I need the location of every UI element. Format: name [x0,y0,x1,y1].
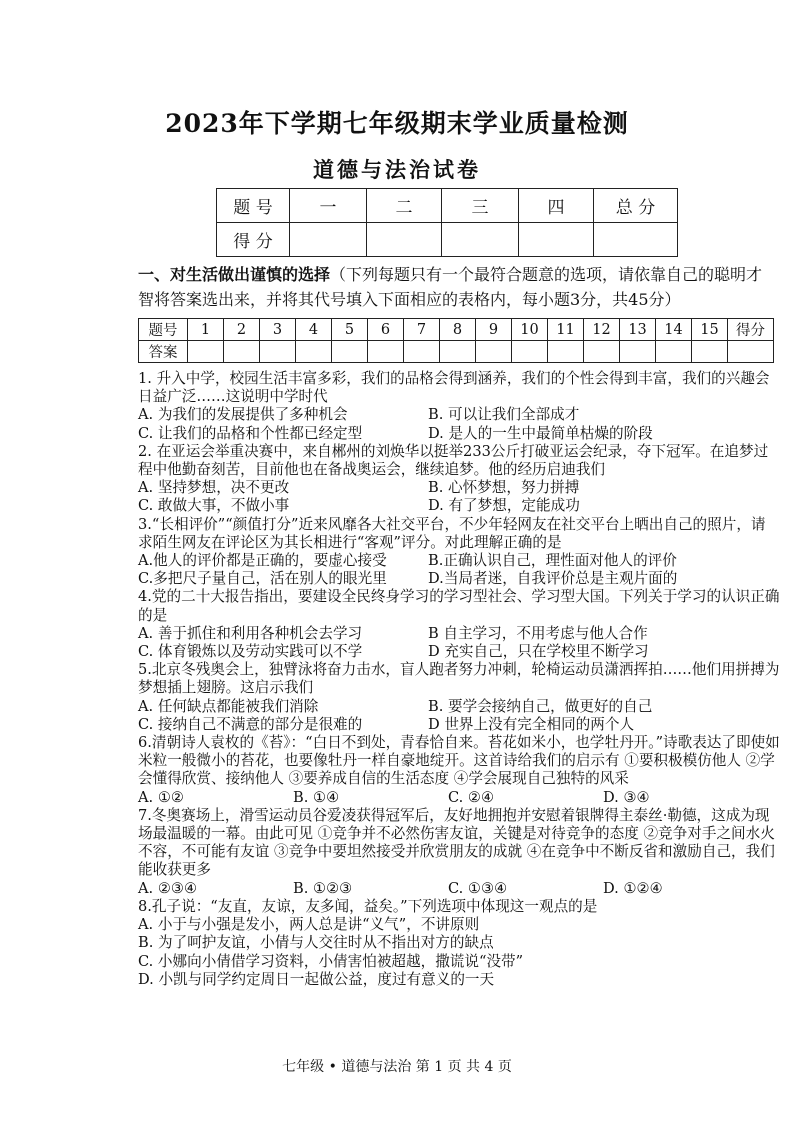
option-d: D. 是人的一生中最简单枯燥的阶段 [428,424,653,442]
option-d: D 充实自己，只在学校里不断学习 [428,643,649,661]
score-table-header-row [217,189,678,223]
answer-cell[interactable] [584,341,620,363]
option-a: A. 坚持梦想，决不更改 [138,479,290,497]
score-cell[interactable] [519,223,594,257]
question-stem: 1. 升入中学，校园生活丰富多彩，我们的品格会得到涵养，我们的个性会得到丰富，我们的兴趣会日益广泛……这说明中学时代 [138,370,770,406]
answer-header-cell: 13 [620,319,656,341]
option-d: D. 小凯与同学约定周日一起做公益，度过有意义的一天 [138,970,495,988]
question-stem: 7.冬奥赛场上，滑雪运动员谷爱凌获得冠军后，友好地拥抱并安慰着银牌得主泰丝·勒德，这成为现场最温暖的一幕。由此可见 ①竞争并不必然伤害友谊，关键是对待竞争的态度 ②竞争对手之间水火不容，不可能有友谊 ③竞争中要坦然接受并欣赏朋友的成就 ④在竞争中不断反省和激励自己，我们能收获更多 [138,806,775,879]
answer-header-cell: 6 [368,319,404,341]
answer-header-cell: 9 [476,319,512,341]
answer-header-cell: 15 [692,319,728,341]
answer-cell[interactable] [188,341,224,363]
option-a: A. ②③④ [138,879,198,897]
question-6 [138,734,780,807]
question-list [138,370,780,989]
answer-cell[interactable] [224,341,260,363]
option-b: B. ①②③ [293,879,353,897]
score-header-cell: 四 [519,189,594,223]
answer-header-cell: 11 [548,319,584,341]
answer-header-cell: 8 [440,319,476,341]
answer-cell[interactable] [728,341,774,363]
question-stem: 5.北京冬残奥会上，独臂泳将奋力击水，盲人跑者努力冲刺，轮椅运动员潇洒挥拍……他们用拼搏为梦想插上翅膀。这启示我们 [138,661,780,697]
option-d: D. ③④ [603,788,650,806]
answer-cell[interactable] [476,341,512,363]
answer-header-cell: 4 [296,319,332,341]
option-c: C. 敢做大事，不做小事 [138,497,290,515]
option-b: B 自主学习，不用考虑与他人合作 [428,624,648,642]
score-table [216,188,678,257]
section-title: 一、对生活做出谨慎的选择 [138,265,331,284]
question-stem: 2. 在亚运会举重决赛中，来自郴州的刘焕华以挺举233公斤打破亚运会纪录，夺下冠军。在追梦过程中他勤奋刻苦，目前他也在备战奥运会，继续追梦。他的经历启迪我们 [138,442,769,479]
answer-header-cell: 题号 [139,319,188,341]
option-b: B. 为了呵护友谊，小倩与人交往时从不指出对方的缺点 [138,934,494,952]
option-d: D. ①②④ [603,879,663,897]
question-5 [138,661,780,734]
score-header-cell: 二 [367,189,442,223]
answer-header-cell: 5 [332,319,368,341]
option-b: B. 要学会接纳自己，做更好的自己 [428,697,653,715]
page-footer: 七年级 • 道德与法治 第 1 页 共 4 页 [282,1059,512,1075]
score-header-cell: 总 分 [594,189,678,223]
question-stem: 4.党的二十大报告指出，要建设全民终身学习的学习型社会、学习型大国。下列关于学习的认识正确的是 [138,588,780,624]
answer-cell[interactable] [332,341,368,363]
score-row-label: 得 分 [217,223,290,257]
option-a: A. 小于与小强是发小，两人总是讲“义气”，不讲原则 [138,916,480,934]
answer-cell[interactable] [548,341,584,363]
option-a: A. 善于抓住和利用各种机会去学习 [138,624,363,642]
score-header-cell: 一 [290,189,367,223]
score-cell[interactable] [367,223,442,257]
option-a: A.他人的评价都是正确的，要虚心接受 [138,552,387,570]
score-table-score-row [217,223,678,257]
answer-cell[interactable] [620,341,656,363]
option-c: C. 小娜向小倩借学习资料，小倩害怕被超越，撒谎说“没带” [138,952,524,970]
answer-cell[interactable] [404,341,440,363]
answer-table-answer-row [139,341,774,363]
exam-title: 2023年下学期七年级期末学业质量检测 [165,109,629,138]
answer-header-cell: 2 [224,319,260,341]
answer-cell[interactable] [692,341,728,363]
option-b: B. 心怀梦想，努力拼搏 [428,479,580,497]
answer-cell[interactable] [260,341,296,363]
score-header-cell: 题 号 [217,189,290,223]
option-b: B. ①④ [293,788,340,806]
question-7 [138,807,780,898]
answer-cell[interactable] [440,341,476,363]
answer-header-cell: 12 [584,319,620,341]
answer-cell[interactable] [656,341,692,363]
question-3 [138,516,780,589]
option-c: C. 让我们的品格和个性都已经定型 [138,424,363,442]
answer-table-number-row [139,319,774,341]
answer-header-cell: 得分 [728,319,774,341]
option-c: C. ①③④ [448,879,508,897]
option-b: B.正确认识自己，理性面对他人的评价 [428,552,677,570]
option-a: A. ①② [138,788,184,806]
option-a: A. 任何缺点都能被我们消除 [138,697,319,715]
score-cell[interactable] [594,223,678,257]
question-4 [138,588,780,661]
answer-table [138,318,774,363]
option-c: C. 体育锻炼以及劳动实践可以不学 [138,643,363,661]
question-stem: 3.“长相评价”“颜值打分”近来风靡各大社交平台，不少年轻网友在社交平台上晒出自己的照片，请求陌生网友在评论区为其长相进行“客观”评分。对此理解正确的是 [138,515,766,551]
answer-cell[interactable] [512,341,548,363]
answer-header-cell: 1 [188,319,224,341]
answer-cell[interactable] [296,341,332,363]
option-a: A. 为我们的发展提供了多种机会 [138,406,348,424]
option-c: C. ②④ [448,788,495,806]
section-instruction: （下列每题只有一个最符合题意的选项，请依靠自己的聪明才智将答案选出来，并将其代号填入下面相应的表格内，每小题3分，共45分） [138,265,763,309]
option-c: C.多把尺子量自己，活在别人的眼光里 [138,570,387,588]
option-b: B. 可以让我们全部成才 [428,406,580,424]
option-d: D 世界上没有完全相同的两个人 [428,715,635,733]
option-d: D. 有了梦想，定能成功 [428,497,580,515]
answer-header-cell: 14 [656,319,692,341]
question-stem: 8.孔子说：“友直，友谅，友多闻，益矣。”下列选项中体现这一观点的是 [138,897,598,915]
score-cell[interactable] [442,223,519,257]
exam-subtitle: 道德与法治试卷 [313,157,481,182]
answer-header-cell: 3 [260,319,296,341]
question-2 [138,443,780,516]
section-one-heading [138,262,778,312]
answer-cell[interactable] [368,341,404,363]
answer-header-cell: 7 [404,319,440,341]
answer-header-cell: 10 [512,319,548,341]
question-1 [138,370,780,443]
option-c: C. 接纳自己不满意的部分是很难的 [138,715,363,733]
question-stem: 6.清朝诗人袁枚的《苔》：“白日不到处，青春恰自来。苔花如米小，也学牡丹开。”诗歌表达了即使如米粒一般微小的苔花，也要像牡丹一样自豪地绽开。这首诗给我们的启示有 ①要积极模仿他人 ②学会懂得欣赏、接纳他人 ③要养成自信的生活态度 ④学会展现自己独特的风采 [138,734,780,788]
option-d: D.当局者迷，自我评价总是主观片面的 [428,570,678,588]
score-header-cell: 三 [442,189,519,223]
answer-row-label: 答案 [139,341,188,363]
question-8 [138,898,780,989]
score-cell[interactable] [290,223,367,257]
